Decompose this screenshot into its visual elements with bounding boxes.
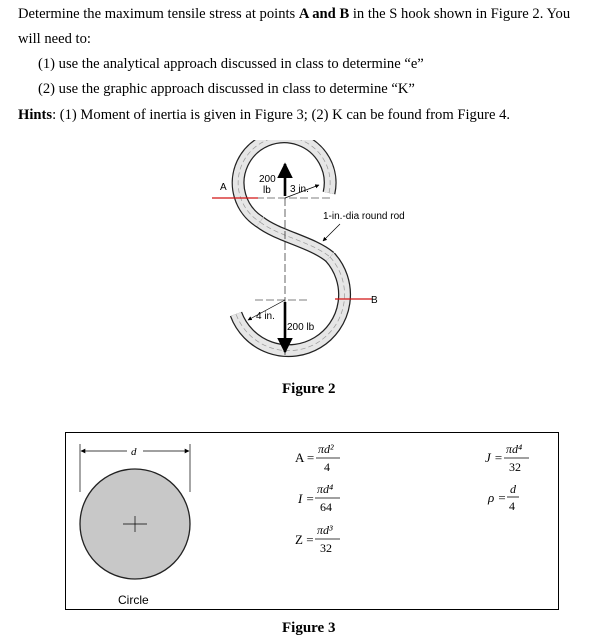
and-word: and — [308, 6, 340, 22]
problem-line-1-end: in the S hook shown in Figure 2. You — [349, 6, 571, 22]
eq-z-lhs: Z = — [295, 532, 314, 547]
point-a-ref: A — [298, 6, 309, 22]
figure-3-caption: Figure 3 — [282, 620, 336, 636]
dim-label-d: d — [131, 446, 137, 458]
eq-a-num: πd² — [318, 442, 334, 456]
top-load-value: 200 — [259, 174, 276, 185]
eq-rho-num: d — [510, 482, 516, 496]
hints-line — [18, 107, 510, 124]
bottom-radius-label: 4 in. — [256, 311, 275, 322]
top-load-unit: lb — [263, 185, 271, 196]
s-hook-figure — [190, 140, 410, 380]
figure-2-caption: Figure 2 — [282, 381, 336, 397]
eq-a-lhs: A = — [295, 450, 315, 465]
label-b: B — [371, 295, 378, 306]
eq-a-den: 4 — [324, 460, 330, 474]
eq-i-den: 64 — [320, 500, 332, 514]
problem-line-2: will need to: — [18, 31, 91, 47]
step-1: (1) use the analytical approach discussed in class to determine “e” — [38, 56, 424, 72]
eq-j-num: πd⁴ — [506, 442, 523, 456]
eq-rho-lhs: ρ = — [488, 490, 507, 505]
hints-text: : (1) Moment of inertia is given in Figure 3; (2) K can be found from Figure 4. — [52, 107, 511, 123]
top-radius-label: 3 in. — [290, 184, 309, 195]
eq-j-den: 32 — [509, 460, 521, 474]
hints-label: Hints — [18, 107, 53, 123]
figure-3-box — [65, 432, 559, 612]
eq-z-num: πd³ — [317, 523, 333, 537]
eq-i-lhs: I = — [298, 491, 315, 506]
problem-line-1-start: Determine the maximum tensile stress at points — [18, 6, 299, 22]
middle-connector — [260, 222, 330, 257]
eq-z-den: 32 — [320, 541, 332, 555]
problem-line-1 — [18, 6, 570, 23]
bottom-hook-arc — [236, 257, 345, 351]
step-2: (2) use the graphic approach discussed in class to determine “K” — [38, 81, 415, 97]
eq-i-num: πd⁴ — [317, 482, 334, 496]
rod-note: 1-in.-dia round rod — [323, 211, 405, 222]
point-b-ref: B — [339, 6, 350, 22]
bottom-load-label: 200 lb — [287, 322, 315, 333]
label-a: A — [220, 182, 227, 193]
shape-label: Circle — [118, 593, 149, 607]
eq-j-lhs: J = — [485, 450, 503, 465]
rod-leader — [323, 224, 340, 241]
eq-rho-den: 4 — [509, 499, 515, 513]
